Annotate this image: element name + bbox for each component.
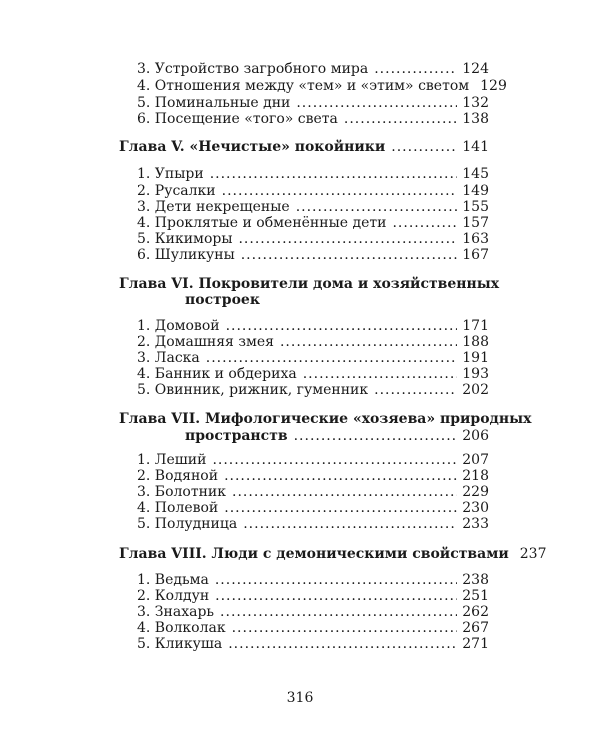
leader-dots [303, 366, 458, 382]
toc-entry [137, 500, 489, 516]
leader-dots [212, 452, 457, 468]
chapter-page: 141 [462, 139, 489, 155]
toc-entry [137, 620, 489, 636]
toc-entry-page: 124 [462, 61, 489, 77]
toc-entry-label: 2. Водяной [137, 468, 219, 484]
toc-entry [137, 111, 489, 127]
toc-entry-label: 5. Поминальные дни [137, 95, 291, 111]
leader-dots [226, 318, 458, 334]
toc-entry [137, 588, 489, 604]
leader-dots [374, 382, 457, 398]
toc-entry-label: 2. Колдун [137, 588, 210, 604]
toc-entry-label: 3. Дети некрещеные [137, 199, 290, 215]
toc-entry [137, 452, 489, 468]
toc-entry-page: 132 [462, 95, 489, 111]
toc-entry-label: 3. Устройство загробного мира [137, 61, 369, 77]
toc-entry-label: 3. Знахарь [137, 604, 215, 620]
toc-entry-label: 1. Леший [137, 452, 207, 468]
leader-dots [296, 199, 458, 215]
toc-entry-label: 4. Полевой [137, 500, 219, 516]
leader-dots [238, 231, 457, 247]
toc-entry-label: 3. Ласка [137, 350, 200, 366]
toc-entry [137, 247, 489, 263]
toc-entry-page: 129 [480, 78, 507, 94]
leader-dots [296, 95, 457, 111]
toc-entry-page: 171 [462, 318, 489, 334]
toc-entry-page: 271 [462, 636, 489, 652]
toc-entry [137, 350, 489, 366]
leader-dots [215, 588, 457, 604]
toc-entry-page: 191 [462, 350, 489, 366]
toc-entry-label: 1. Домовой [137, 318, 220, 334]
toc-entry [137, 468, 489, 484]
toc-entry [137, 572, 489, 588]
toc-entry-label: 4. Банник и обдериха [137, 366, 297, 382]
toc-entry [137, 231, 489, 247]
leader-dots [222, 183, 458, 199]
toc-entry [137, 95, 489, 111]
leader-dots [392, 215, 457, 231]
toc-entry [137, 516, 489, 532]
leader-dots [294, 428, 458, 444]
toc-entry [137, 636, 489, 652]
toc-entry-label: 5. Кикиморы [137, 231, 233, 247]
toc-entry-page: 267 [462, 620, 489, 636]
leader-dots [374, 61, 457, 77]
toc-entry-label: 4. Отношения между «тем» и «этим» светом [137, 78, 470, 94]
chapter-page: 206 [462, 428, 489, 444]
toc-entry [137, 318, 489, 334]
toc-entry-label: 1. Упыри [137, 166, 204, 182]
leader-dots [215, 572, 457, 588]
toc-entry [137, 366, 489, 382]
leader-dots [280, 334, 457, 350]
toc-entry-label: 6. Посещение «того» света [137, 111, 338, 127]
toc-entry-label: 2. Русалки [137, 183, 216, 199]
toc-entry-page: 238 [462, 572, 489, 588]
toc-entry-page: 202 [462, 382, 489, 398]
toc-entry-page: 157 [462, 215, 489, 231]
leader-dots [224, 468, 457, 484]
chapter-title-continued: построек [185, 292, 260, 308]
toc-entry-page: 149 [462, 183, 489, 199]
toc-entry-page: 145 [462, 166, 489, 182]
leader-dots [206, 350, 457, 366]
toc-entry [137, 78, 507, 94]
toc-entry-page: 229 [462, 484, 489, 500]
toc-entry [137, 199, 489, 215]
toc-entry [137, 484, 489, 500]
leader-dots [391, 139, 457, 155]
leader-dots [232, 620, 458, 636]
toc-entry-label: 2. Домашняя змея [137, 334, 274, 350]
chapter-title-continued-row [185, 428, 489, 444]
toc-entry-label: 4. Проклятые и обменённые дети [137, 215, 387, 231]
toc-entry-page: 207 [462, 452, 489, 468]
toc-entry-page: 230 [462, 500, 489, 516]
toc-entry-label: 1. Ведьма [137, 572, 209, 588]
chapter-title-continued: пространств [185, 428, 288, 444]
toc-entry [137, 183, 489, 199]
chapter-title: Глава VIII. Люди с демоническими свойствами [119, 546, 509, 562]
chapter-page: 237 [519, 546, 547, 562]
toc-entry-page: 218 [462, 468, 489, 484]
leader-dots [232, 484, 457, 500]
toc-entry [137, 61, 489, 77]
toc-entry-label: 5. Полудница [137, 516, 238, 532]
chapter-title: Глава V. «Нечистые» покойники [119, 139, 386, 155]
toc-entry-page: 167 [462, 247, 489, 263]
chapter-title: Глава VII. Мифологические «хозяева» природных [119, 411, 532, 427]
chapter-heading [119, 546, 547, 562]
toc-entry [137, 166, 489, 182]
toc-entry-page: 163 [462, 231, 489, 247]
leader-dots [220, 604, 457, 620]
leader-dots [210, 166, 458, 182]
toc-entry-label: 6. Шуликуны [137, 247, 235, 263]
toc-entry [137, 604, 489, 620]
toc-entry-label: 5. Кликуша [137, 636, 223, 652]
toc-entry-page: 138 [462, 111, 489, 127]
toc-entry-label: 3. Болотник [137, 484, 227, 500]
leader-dots [243, 516, 457, 532]
toc-entry-label: 5. Овинник, рижник, гуменник [137, 382, 369, 398]
toc-entry-page: 262 [462, 604, 489, 620]
leader-dots [224, 500, 457, 516]
toc-entry-label: 4. Волколак [137, 620, 226, 636]
leader-dots [344, 111, 457, 127]
toc-entry-page: 155 [462, 199, 489, 215]
toc-entry [137, 334, 489, 350]
leader-dots [241, 247, 458, 263]
leader-dots [228, 636, 457, 652]
page-number: 316 [286, 690, 314, 706]
chapter-heading [119, 139, 489, 155]
toc-entry-page: 193 [462, 366, 489, 382]
chapter-title: Глава VI. Покровители дома и хозяйственных [119, 276, 500, 292]
toc-entry-page: 251 [462, 588, 489, 604]
toc-entry [137, 382, 489, 398]
toc-entry [137, 215, 489, 231]
toc-entry-page: 188 [462, 334, 489, 350]
toc-entry-page: 233 [462, 516, 489, 532]
